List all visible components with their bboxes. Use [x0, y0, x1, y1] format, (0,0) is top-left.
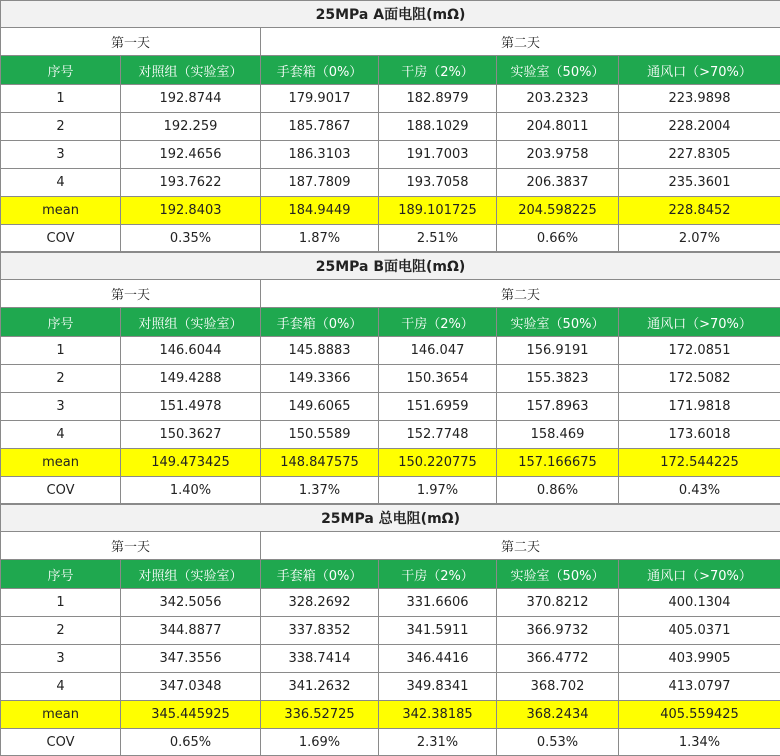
mean-cell: 172.544225 — [619, 449, 780, 477]
table-cell: 2 — [1, 617, 121, 645]
day-header-row — [1, 532, 780, 560]
table-cell: 146.6044 — [121, 337, 261, 365]
table-cell: 4 — [1, 169, 121, 197]
table-title-row — [1, 505, 780, 532]
mean-cell: 149.473425 — [121, 449, 261, 477]
table-cell: 171.9818 — [619, 393, 780, 421]
table-row — [1, 141, 780, 169]
cov-row — [1, 477, 780, 504]
table-cell: 157.8963 — [497, 393, 619, 421]
table-cell: 172.0851 — [619, 337, 780, 365]
cov-cell: 1.37% — [261, 477, 379, 504]
day1-label: 第一天 — [1, 532, 261, 560]
table-cell: 193.7058 — [379, 169, 497, 197]
mean-cell: 204.598225 — [497, 197, 619, 225]
table-cell: 146.047 — [379, 337, 497, 365]
table-cell: 341.2632 — [261, 673, 379, 701]
column-header: 序号 — [1, 560, 121, 589]
day1-label: 第一天 — [1, 28, 261, 56]
column-header: 干房（2%） — [379, 56, 497, 85]
table-title: 25MPa A面电阻(mΩ) — [1, 1, 780, 28]
column-header: 手套箱（0%） — [261, 308, 379, 337]
table-cell: 191.7003 — [379, 141, 497, 169]
table-cell: 347.0348 — [121, 673, 261, 701]
resistance-table — [0, 252, 780, 504]
column-header-row — [1, 560, 780, 589]
table-row — [1, 337, 780, 365]
day2-label: 第二天 — [261, 532, 780, 560]
table-cell: 227.8305 — [619, 141, 780, 169]
day-header-row — [1, 280, 780, 308]
table-cell: 203.9758 — [497, 141, 619, 169]
table-row — [1, 617, 780, 645]
mean-cell: 184.9449 — [261, 197, 379, 225]
table-cell: 186.3103 — [261, 141, 379, 169]
cov-cell: 0.66% — [497, 225, 619, 252]
mean-cell: mean — [1, 197, 121, 225]
mean-cell: 336.52725 — [261, 701, 379, 729]
column-header: 对照组（实验室） — [121, 308, 261, 337]
table-cell: 3 — [1, 141, 121, 169]
mean-row — [1, 701, 780, 729]
table-cell: 413.0797 — [619, 673, 780, 701]
table-cell: 151.6959 — [379, 393, 497, 421]
cov-cell: 0.53% — [497, 729, 619, 756]
table-cell: 149.3366 — [261, 365, 379, 393]
table-cell: 228.2004 — [619, 113, 780, 141]
mean-cell: 368.2434 — [497, 701, 619, 729]
column-header: 实验室（50%） — [497, 308, 619, 337]
table-cell: 155.3823 — [497, 365, 619, 393]
day2-label: 第二天 — [261, 28, 780, 56]
table-cell: 145.8883 — [261, 337, 379, 365]
table-cell: 193.7622 — [121, 169, 261, 197]
table-cell: 192.8744 — [121, 85, 261, 113]
table-cell: 370.8212 — [497, 589, 619, 617]
table-cell: 182.8979 — [379, 85, 497, 113]
table-cell: 187.7809 — [261, 169, 379, 197]
table-cell: 2 — [1, 365, 121, 393]
column-header: 干房（2%） — [379, 560, 497, 589]
day1-label: 第一天 — [1, 280, 261, 308]
table-title-row — [1, 1, 780, 28]
table-row — [1, 421, 780, 449]
column-header: 对照组（实验室） — [121, 56, 261, 85]
table-cell: 331.6606 — [379, 589, 497, 617]
column-header: 序号 — [1, 308, 121, 337]
table-cell: 149.6065 — [261, 393, 379, 421]
table-cell: 172.5082 — [619, 365, 780, 393]
mean-cell: 157.166675 — [497, 449, 619, 477]
table-cell: 150.3627 — [121, 421, 261, 449]
mean-row — [1, 449, 780, 477]
day2-label: 第二天 — [261, 280, 780, 308]
cov-cell: COV — [1, 225, 121, 252]
table-title: 25MPa 总电阻(mΩ) — [1, 505, 780, 532]
column-header: 手套箱（0%） — [261, 560, 379, 589]
table-cell: 204.8011 — [497, 113, 619, 141]
column-header: 通风口（>70%） — [619, 560, 780, 589]
table-cell: 342.5056 — [121, 589, 261, 617]
table-cell: 150.5589 — [261, 421, 379, 449]
mean-cell: mean — [1, 701, 121, 729]
table-cell: 366.9732 — [497, 617, 619, 645]
table-row — [1, 673, 780, 701]
table-cell: 179.9017 — [261, 85, 379, 113]
mean-cell: 228.8452 — [619, 197, 780, 225]
table-cell: 203.2323 — [497, 85, 619, 113]
mean-cell: 345.445925 — [121, 701, 261, 729]
column-header: 对照组（实验室） — [121, 560, 261, 589]
table-cell: 206.3837 — [497, 169, 619, 197]
cov-cell: 1.34% — [619, 729, 780, 756]
mean-cell: 150.220775 — [379, 449, 497, 477]
table-cell: 3 — [1, 645, 121, 673]
column-header-row — [1, 56, 780, 85]
cov-cell: 1.97% — [379, 477, 497, 504]
table-cell: 185.7867 — [261, 113, 379, 141]
table-cell: 405.0371 — [619, 617, 780, 645]
column-header-row — [1, 308, 780, 337]
resistance-table — [0, 0, 780, 252]
column-header: 干房（2%） — [379, 308, 497, 337]
table-cell: 188.1029 — [379, 113, 497, 141]
table-cell: 3 — [1, 393, 121, 421]
mean-row — [1, 197, 780, 225]
table-cell: 349.8341 — [379, 673, 497, 701]
cov-cell: 1.69% — [261, 729, 379, 756]
cov-cell: COV — [1, 477, 121, 504]
cov-row — [1, 225, 780, 252]
table-row — [1, 365, 780, 393]
table-cell: 156.9191 — [497, 337, 619, 365]
table-cell: 1 — [1, 337, 121, 365]
table-cell: 192.4656 — [121, 141, 261, 169]
cov-cell: 2.07% — [619, 225, 780, 252]
table-cell: 338.7414 — [261, 645, 379, 673]
table-cell: 4 — [1, 673, 121, 701]
table-cell: 347.3556 — [121, 645, 261, 673]
cov-cell: 0.43% — [619, 477, 780, 504]
column-header: 手套箱（0%） — [261, 56, 379, 85]
table-row — [1, 645, 780, 673]
table-cell: 1 — [1, 85, 121, 113]
table-row — [1, 169, 780, 197]
table-row — [1, 393, 780, 421]
table-cell: 192.259 — [121, 113, 261, 141]
day-header-row — [1, 28, 780, 56]
table-cell: 337.8352 — [261, 617, 379, 645]
table-row — [1, 589, 780, 617]
cov-row — [1, 729, 780, 756]
mean-cell: 192.8403 — [121, 197, 261, 225]
table-cell: 344.8877 — [121, 617, 261, 645]
mean-cell: 405.559425 — [619, 701, 780, 729]
cov-cell: 0.86% — [497, 477, 619, 504]
cov-cell: 0.65% — [121, 729, 261, 756]
mean-cell: mean — [1, 449, 121, 477]
table-cell: 1 — [1, 589, 121, 617]
table-row — [1, 85, 780, 113]
resistance-table — [0, 504, 780, 756]
table-cell: 400.1304 — [619, 589, 780, 617]
table-cell: 346.4416 — [379, 645, 497, 673]
cov-cell: 1.87% — [261, 225, 379, 252]
cov-cell: COV — [1, 729, 121, 756]
table-cell: 158.469 — [497, 421, 619, 449]
table-cell: 368.702 — [497, 673, 619, 701]
table-cell: 403.9905 — [619, 645, 780, 673]
cov-cell: 2.51% — [379, 225, 497, 252]
mean-cell: 148.847575 — [261, 449, 379, 477]
column-header: 序号 — [1, 56, 121, 85]
table-cell: 341.5911 — [379, 617, 497, 645]
table-cell: 235.3601 — [619, 169, 780, 197]
cov-cell: 1.40% — [121, 477, 261, 504]
column-header: 通风口（>70%） — [619, 56, 780, 85]
table-cell: 4 — [1, 421, 121, 449]
table-cell: 150.3654 — [379, 365, 497, 393]
table-cell: 366.4772 — [497, 645, 619, 673]
table-title: 25MPa B面电阻(mΩ) — [1, 253, 780, 280]
mean-cell: 342.38185 — [379, 701, 497, 729]
table-row — [1, 113, 780, 141]
table-cell: 149.4288 — [121, 365, 261, 393]
table-cell: 152.7748 — [379, 421, 497, 449]
mean-cell: 189.101725 — [379, 197, 497, 225]
table-cell: 328.2692 — [261, 589, 379, 617]
table-cell: 151.4978 — [121, 393, 261, 421]
cov-cell: 2.31% — [379, 729, 497, 756]
table-cell: 173.6018 — [619, 421, 780, 449]
column-header: 实验室（50%） — [497, 560, 619, 589]
table-cell: 2 — [1, 113, 121, 141]
table-cell: 223.9898 — [619, 85, 780, 113]
cov-cell: 0.35% — [121, 225, 261, 252]
column-header: 通风口（>70%） — [619, 308, 780, 337]
table-title-row — [1, 253, 780, 280]
column-header: 实验室（50%） — [497, 56, 619, 85]
